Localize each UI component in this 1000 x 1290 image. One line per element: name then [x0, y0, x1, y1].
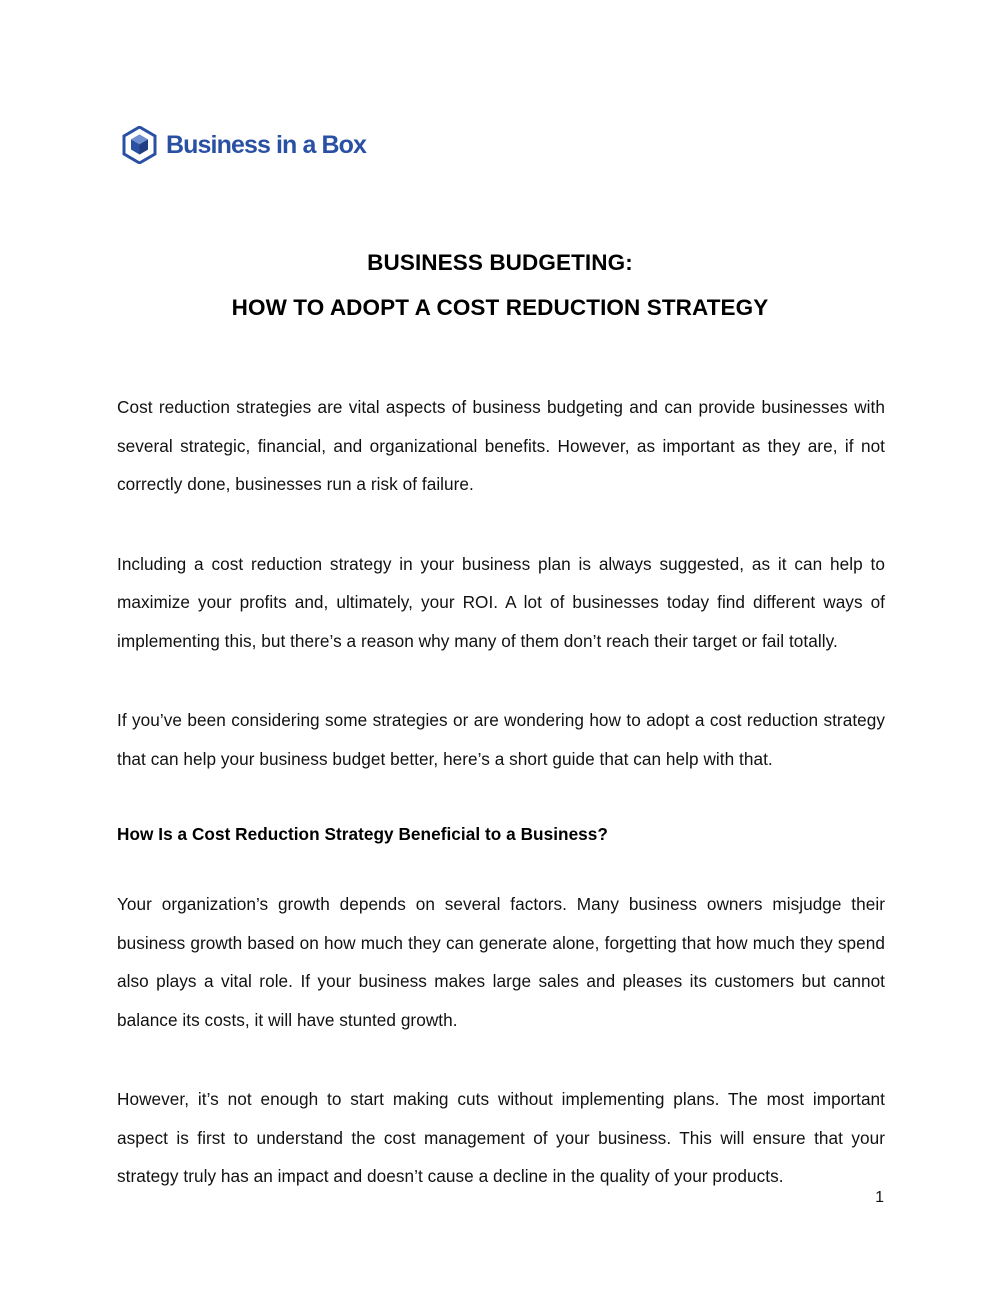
brand-logo [122, 126, 366, 164]
body-paragraph-5: However, it’s not enough to start making cuts without implementing plans. The most important aspect is first to understand the cost management of your business. This will ensure that your strategy truly has an impact and doesn’t cause a decline in the quality of your products. [117, 1089, 885, 1186]
body-paragraph-2: Including a cost reduction strategy in your business plan is always suggested, as it can help to maximize your profits and, ultimately, your ROI. A lot of businesses today find different ways of implementing this, but there’s a reason why many of them don’t reach their target or fail totally. [117, 553, 885, 651]
body-paragraph-3: If you’ve been considering some strategies or are wondering how to adopt a cost reduction strategy that can help your business budget better, here’s a short guide that can help with that. [117, 710, 885, 769]
title-line-1: BUSINESS BUDGETING: [367, 250, 633, 275]
body-paragraph-1: Cost reduction strategies are vital aspects of business budgeting and can provide businesses with several strategic, financial, and organizational benefits. However, as important as they are, if not correctly done, businesses run a risk of failure. [117, 397, 885, 494]
title-line-2: HOW TO ADOPT A COST REDUCTION STRATEGY [231, 295, 769, 320]
page-number: 1 [875, 1189, 884, 1206]
section-heading-1: How Is a Cost Reduction Strategy Beneficial to a Business? [117, 824, 608, 844]
page-title [0, 240, 1000, 330]
hexagon-cube-logo-icon [122, 126, 157, 164]
body-paragraph-4: Your organization’s growth depends on several factors. Many business owners misjudge their business growth based on how much they can generate alone, forgetting that how much they spend also plays a vital role. If your business makes large sales and pleases its customers but cannot balance its costs, it will have stunted growth. [117, 894, 885, 1030]
document-body [117, 388, 885, 1196]
brand-name: Business in a Box [166, 130, 367, 159]
